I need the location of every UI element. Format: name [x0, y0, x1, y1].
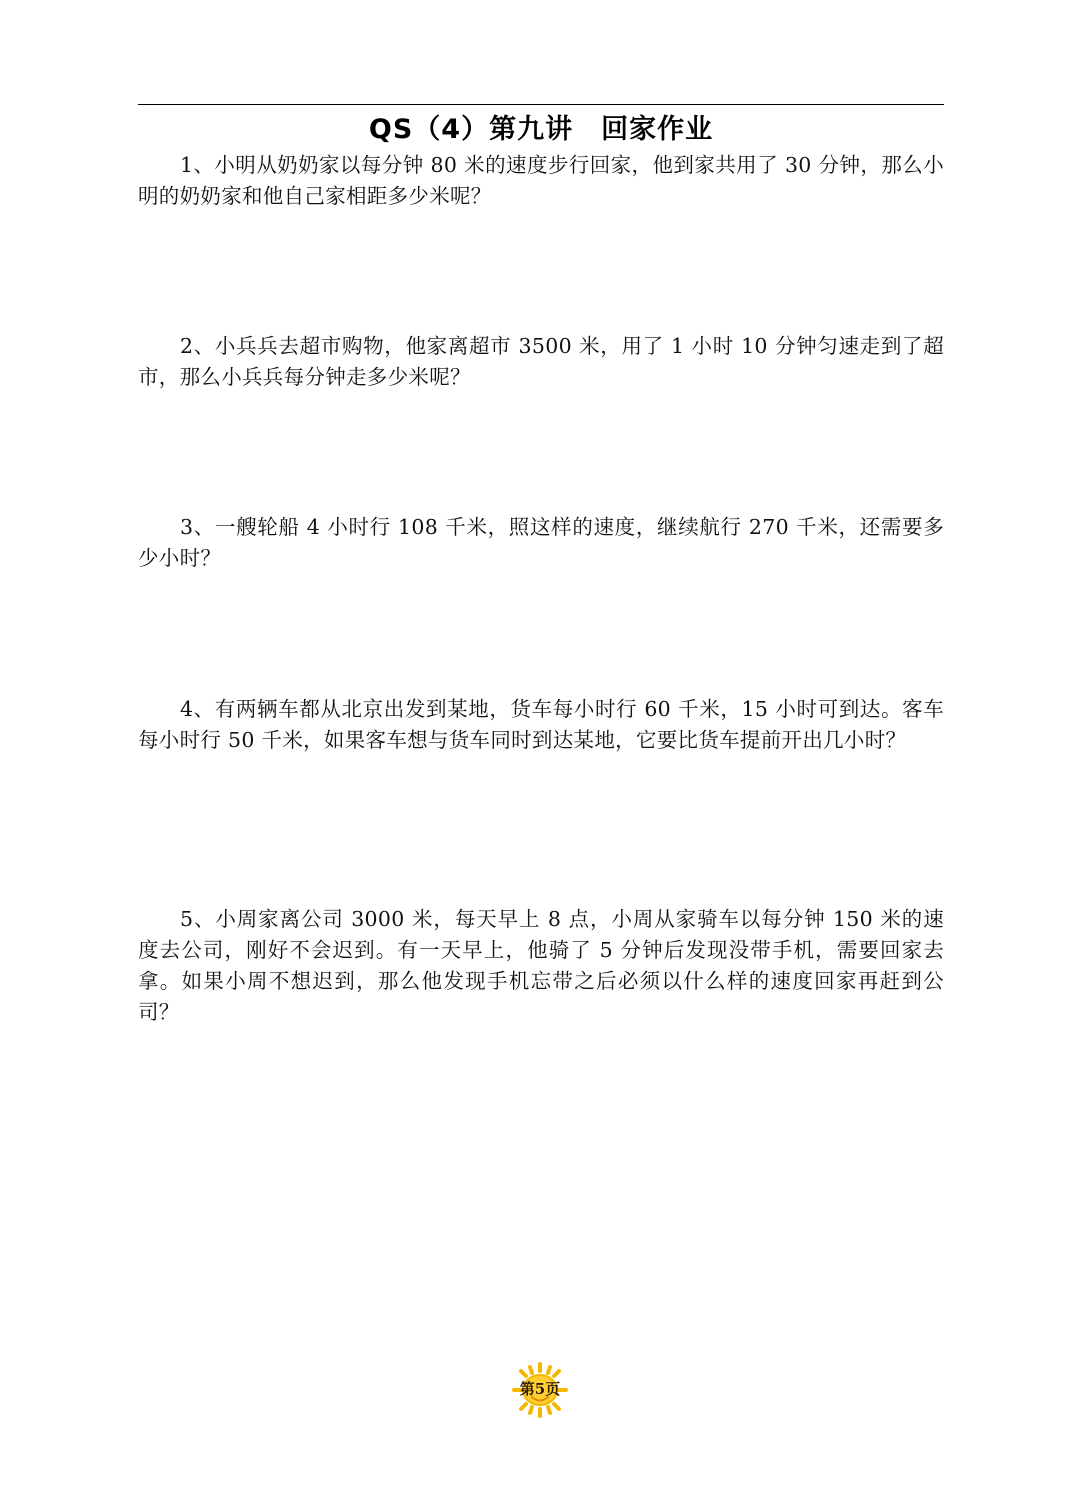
- question-4: 4、有两辆车都从北京出发到某地，货车每小时行 60 千米，15 小时可到达。客车每小时行 50 千米，如果客车想与货车同时到达某地，它要比货车提前开出几小时？: [138, 697, 944, 752]
- question-3: 3、一艘轮船 4 小时行 108 千米，照这样的速度，继续航行 270 千米，还需要多少小时？: [138, 515, 944, 570]
- question-1: 1、小明从奶奶家以每分钟 80 米的速度步行回家，他到家共用了 30 分钟，那么小明的奶奶家和他自己家相距多少米呢？: [138, 153, 944, 208]
- header-rule: [138, 104, 944, 105]
- page-number: 第5页: [519, 1380, 561, 1398]
- page-footer: [505, 1360, 575, 1420]
- question-5: 5、小周家离公司 3000 米，每天早上 8 点，小周从家骑车以每分钟 150 米的速度去公司，刚好不会迟到。有一天早上，他骑了 5 分钟后发现没带手机，需要回家去拿。如果小周不想迟到，那么他发现手机忘带之后必须以什么样的速度回家再赶到公司？: [138, 907, 944, 1024]
- question-2: 2、小兵兵去超市购物，他家离超市 3500 米，用了 1 小时 10 分钟匀速走到了超市，那么小兵兵每分钟走多少米呢？: [138, 334, 944, 389]
- page-title: QS（4）第九讲 回家作业: [368, 114, 714, 145]
